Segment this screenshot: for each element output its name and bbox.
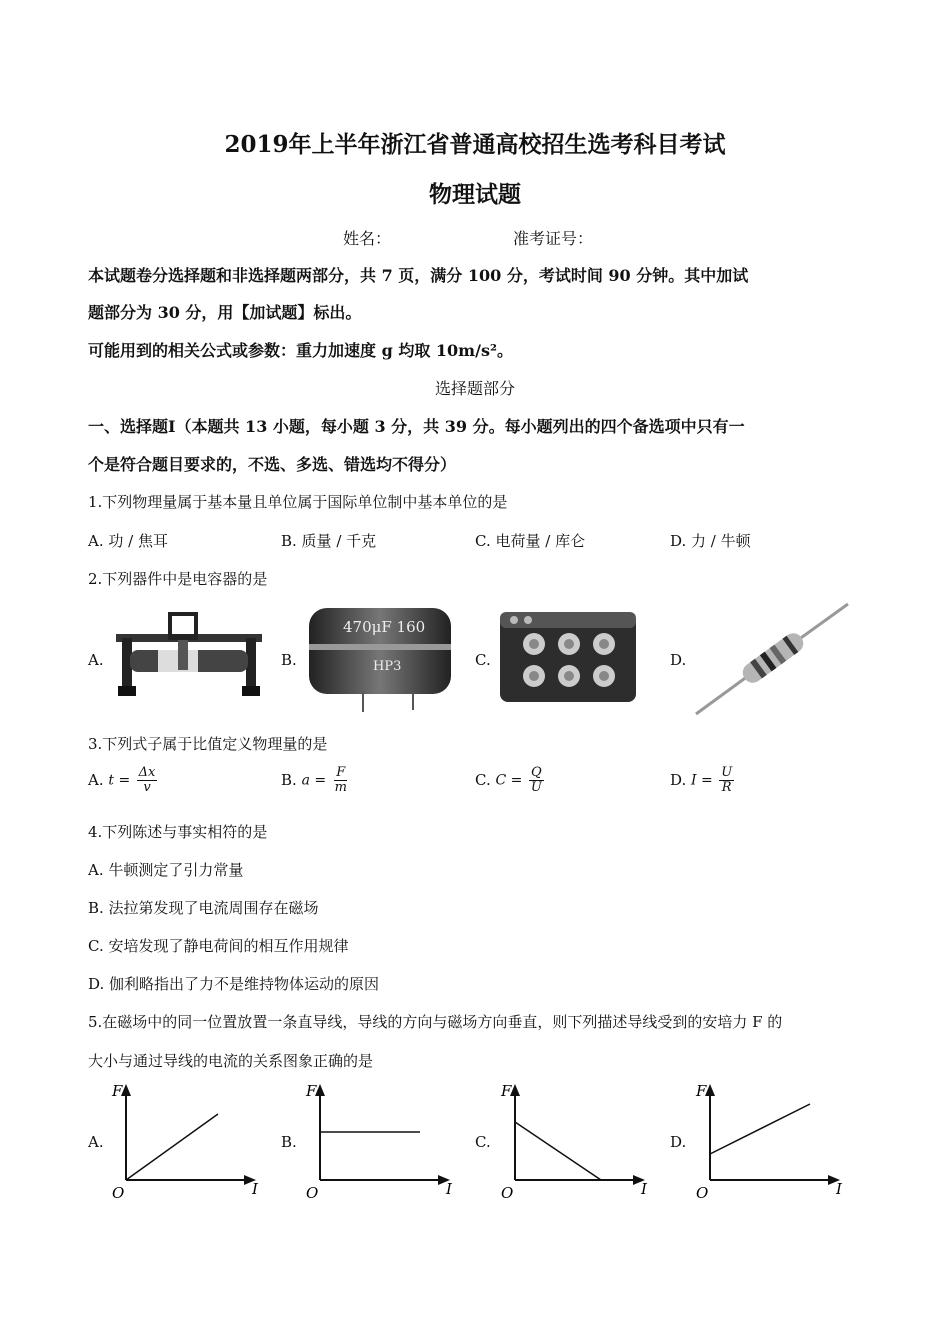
instructions-line-3: 可能用到的相关公式或参数：重力加速度 g 均取 10m/s²。 <box>88 341 513 360</box>
graph-b <box>302 1078 462 1203</box>
question-5-option-d: D. <box>670 1133 687 1151</box>
question-5-option-a: A. <box>88 1133 104 1151</box>
resistance-box-image <box>494 600 644 712</box>
formula-b-denominator: m <box>334 780 347 795</box>
question-2-stem: 2.下列器件中是电容器的是 <box>88 570 268 588</box>
capacitor-label-1: 470μF 160 <box>343 618 426 636</box>
question-1-option-c: C. 电荷量 / 库仑 <box>475 532 586 550</box>
formula-b-lhs: a <box>301 772 310 789</box>
graph-c-line <box>515 1122 601 1180</box>
question-5-stem-line-2: 大小与通过导线的电流的关系图象正确的是 <box>88 1052 374 1070</box>
electrolytic-capacitor-image <box>305 604 455 714</box>
question-1-option-a: A. 功 / 焦耳 <box>88 532 168 550</box>
exam-title: 2019年上半年浙江省普通高校招生选考科目考试 <box>224 131 726 158</box>
exam-id-label: 准考证号： <box>513 229 594 248</box>
question-4-option-d: D. 伽利略指出了力不是维持物体运动的原因 <box>88 975 380 993</box>
question-5-option-c: C. <box>475 1133 491 1151</box>
formula-a-fraction <box>137 766 158 795</box>
question-3-option-a-label: A. <box>88 770 104 789</box>
formula-d-denominator: R <box>721 780 732 795</box>
formula-d-numerator: U <box>721 765 733 780</box>
formula-c-denominator: U <box>530 780 542 795</box>
name-label: 姓名： <box>343 229 392 248</box>
formula-d-lhs: I <box>691 772 697 789</box>
graph-d-origin-label: O <box>696 1184 709 1202</box>
question-3-stem: 3.下列式子属于比值定义物理量的是 <box>88 735 328 753</box>
graph-d <box>692 1078 852 1203</box>
formula-a-numerator: Δx <box>138 765 156 780</box>
question-5-option-b: B. <box>281 1133 297 1151</box>
instructions-line-2: 题部分为 30 分，用【加试题】标出。 <box>88 303 362 322</box>
question-4-option-a: A. 牛顿测定了引力常量 <box>88 861 244 879</box>
graph-a-y-label: F <box>112 1082 123 1100</box>
section-heading-line-2: 个是符合题目要求的，不选、多选、错选均不得分） <box>88 455 457 474</box>
resistor-image <box>692 600 852 718</box>
formula-a-lhs: t <box>108 772 115 789</box>
formula-c-numerator: Q <box>531 765 542 780</box>
graph-d-y-label: F <box>696 1082 707 1100</box>
graph-d-line <box>710 1104 810 1154</box>
question-1-option-b: B. 质量 / 千克 <box>281 532 377 550</box>
graph-d-x-label: I <box>836 1180 842 1198</box>
rheostat-image <box>108 604 268 704</box>
question-4-option-b: B. 法拉第发现了电流周围存在磁场 <box>88 899 319 917</box>
question-3-option-b: B. a = $\frac{F}{m}$ <box>281 765 347 795</box>
question-2-option-c: C. <box>475 651 491 669</box>
exam-subtitle: 物理试题 <box>429 181 521 208</box>
graph-c <box>497 1078 657 1203</box>
question-5-stem-line-1: 5.在磁场中的同一位置放置一条直导线，导线的方向与磁场方向垂直，则下列描述导线受到的安培力 F 的 <box>88 1013 783 1031</box>
question-3-option-d-label: D. <box>670 770 687 789</box>
question-2-option-b: B. <box>281 651 297 669</box>
graph-a-origin-label: O <box>112 1184 125 1202</box>
graph-b-y-label: F <box>306 1082 317 1100</box>
section-heading-line-1: 一、选择题Ⅰ（本题共 13 小题，每小题 3 分，共 39 分。每小题列出的四个备选项中只有一 <box>88 417 745 436</box>
formula-b-fraction <box>333 766 349 795</box>
instructions-line-1: 本试题卷分选择题和非选择题两部分，共 7 页，满分 100 分，考试时间 90 分钟。其中加试 <box>88 266 749 285</box>
question-1-option-d: D. 力 / 牛顿 <box>670 532 751 550</box>
question-2-option-d: D. <box>670 651 687 669</box>
formula-a-denominator: v <box>143 780 151 795</box>
question-3-option-a: A. t = $\frac{\Delta x}{v}$ <box>88 765 156 795</box>
graph-a <box>108 1078 268 1203</box>
question-1-stem: 1.下列物理量属于基本量且单位属于国际单位制中基本单位的是 <box>88 493 508 511</box>
capacitor-label-2: HP3 <box>373 659 402 674</box>
question-3-option-d: D. I = $\frac{U}{R}$ <box>670 765 733 795</box>
graph-c-y-label: F <box>501 1082 512 1100</box>
question-3-option-c: C. C = $\frac{Q}{U}$ <box>475 765 542 795</box>
graph-b-x-label: I <box>446 1180 452 1198</box>
question-3-option-c-label: C. <box>475 770 491 789</box>
graph-c-origin-label: O <box>501 1184 514 1202</box>
graph-c-x-label: I <box>641 1180 647 1198</box>
graph-a-line <box>126 1114 218 1180</box>
graph-a-x-label: I <box>252 1180 258 1198</box>
question-4-stem: 4.下列陈述与事实相符的是 <box>88 823 268 841</box>
question-3-option-b-label: B. <box>281 770 297 789</box>
formula-c-fraction <box>529 766 544 795</box>
graph-b-origin-label: O <box>306 1184 319 1202</box>
question-2-option-a: A. <box>88 651 104 669</box>
section-title: 选择题部分 <box>434 379 515 398</box>
formula-b-numerator: F <box>336 765 346 780</box>
formula-d-fraction <box>719 766 734 795</box>
question-4-option-c: C. 安培发现了静电荷间的相互作用规律 <box>88 937 349 955</box>
formula-c-lhs: C <box>495 772 507 789</box>
